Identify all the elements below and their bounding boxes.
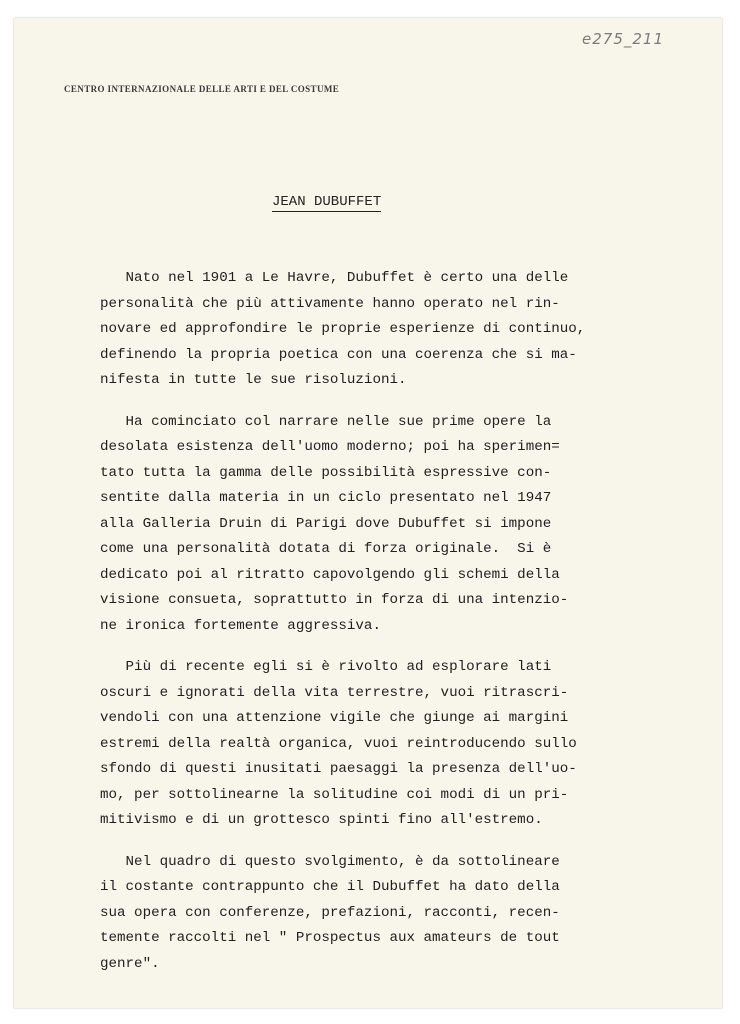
handwritten-archive-code: e275_211 [582, 30, 664, 48]
text-line: sentite dalla materia in un ciclo presentato nel 1947 [100, 490, 552, 506]
text-line: Nel quadro di questo svolgimento, è da sottolineare [100, 853, 560, 870]
text-line: vendoli con una attenzione vigile che giunge ai margini [100, 710, 569, 726]
text-line: desolata esistenza dell'uomo moderno; poi ha sperimen= [100, 439, 560, 455]
text-line: Più di recente egli si è rivolto ad esplorare lati [100, 659, 552, 675]
text-line: genre". [100, 955, 160, 972]
text-line: mo, per sottolinearne la solitudine coi modi di un pri- [100, 786, 569, 803]
text-line: sua opera con conferenze, prefazioni, racconti, recen- [100, 904, 560, 921]
text-line: Nato nel 1901 a Le Havre, Dubuffet è certo una delle [100, 270, 569, 286]
text-line: alla Galleria Druin di Parigi dove Dubuffet si impone [100, 515, 552, 532]
text-line: nifesta in tutte le sue risoluzioni. [100, 372, 407, 388]
text-line: novare ed approfondire le proprie esperienze di continuo, [100, 321, 586, 337]
text-line: Ha cominciato col narrare nelle sue prime opere la [100, 413, 552, 430]
text-line: il costante contrappunto che il Dubuffet ha dato della [100, 879, 560, 895]
text-line: mitivismo e di un grottesco spinti fino all'estremo. [100, 812, 543, 828]
body-text [100, 266, 700, 993]
text-line: sfondo di questi inusitati paesaggi la presenza dell'uo- [100, 761, 577, 777]
text-line: come una personalità dotata di forza originale. Si è [100, 541, 552, 557]
text-line: dedicato poi al ritratto capovolgendo gli schemi della [100, 566, 560, 583]
text-line: oscuri e ignorati della vita terrestre, vuoi ritrascri- [100, 684, 569, 701]
text-line: temente raccolti nel " Prospectus aux amateurs de tout [100, 930, 560, 946]
text-line: estremi della realtà organica, vuoi reintroducendo sullo [100, 735, 577, 752]
page-title: JEAN DUBUFFET [272, 194, 382, 210]
text-line: ne ironica fortemente aggressiva. [100, 617, 381, 634]
text-line: personalità che più attivamente hanno operato nel rin- [100, 295, 560, 312]
paragraph-1 [100, 266, 700, 394]
paragraph-2 [100, 410, 700, 640]
text-line: definendo la propria poetica con una coerenza che si ma- [100, 346, 577, 363]
letterhead: CENTRO INTERNAZIONALE DELLE ARTI E DEL COSTUME [64, 84, 340, 94]
paragraph-4 [100, 850, 700, 978]
paragraph-3 [100, 655, 700, 834]
text-line: tato tutta la gamma delle possibilità espressive con- [100, 464, 552, 481]
text-line: visione consueta, soprattutto in forza di una intenzio- [100, 592, 569, 608]
